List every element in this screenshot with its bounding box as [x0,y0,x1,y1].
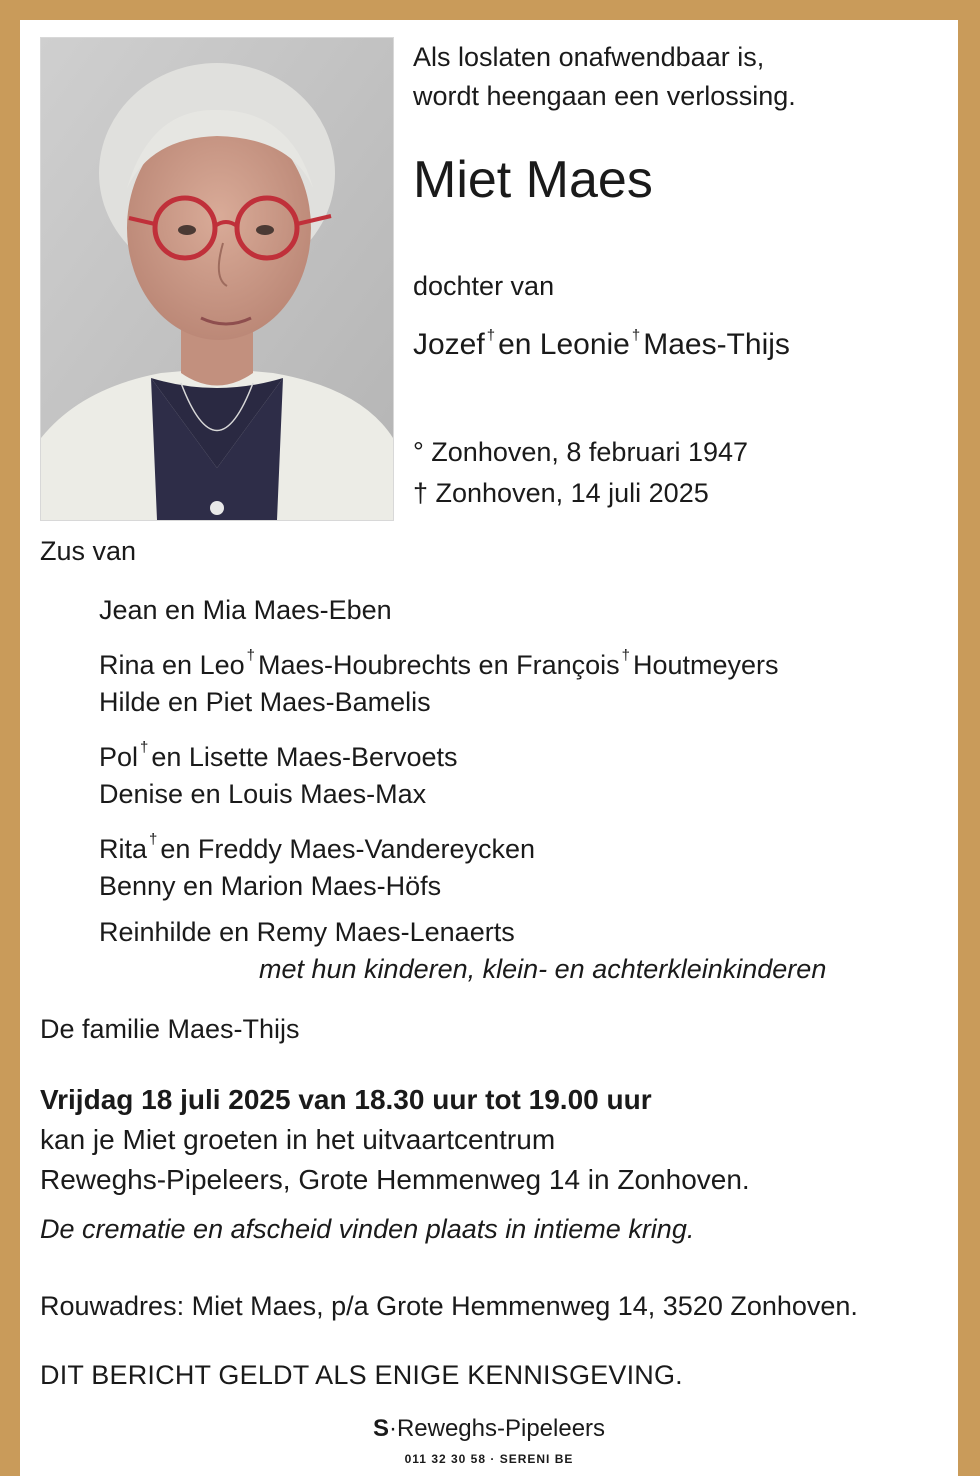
mother-name: en Leonie [498,328,630,361]
visitation-line-2: Reweghs-Pipeleers, Grote Hemmenweg 14 in Zonhoven. [40,1164,750,1195]
sibling-line: Benny en Marion Maes-Höfs [99,871,442,901]
mourning-address: Rouwadres: Miet Maes, p/a Grote Hemmenweg 14, 3520 Zonhoven. [40,1291,858,1321]
obituary-card [20,20,958,1476]
parents-names [413,327,790,362]
siblings-list [99,592,779,960]
parents-surname: Maes-Thijs [643,328,790,361]
deceased-name: Miet Maes [413,151,653,209]
cross-mark: † [486,327,496,344]
visitation-line-1: kan je Miet groeten in het uitvaartcentrum [40,1124,556,1155]
opening-quote [413,38,796,116]
cross-mark: † [621,647,630,664]
portrait-photo [41,38,393,520]
sibling-line: Reinhilde en Remy Maes-Lenaerts [99,917,515,947]
quote-line-1: Als loslaten onafwendbaar is, [413,42,765,72]
life-dates [413,432,748,514]
visitation-headline: Vrijdag 18 juli 2025 van 18.30 uur tot 19.00 uur [40,1084,652,1115]
grandchildren-line: met hun kinderen, klein- en achterkleinkinderen [259,954,827,984]
cross-mark: † [140,739,149,756]
daughter-of-label: dochter van [413,271,555,301]
sibling-line: Hilde en Piet Maes-Bamelis [99,687,431,717]
birth-date: ° Zonhoven, 8 februari 1947 [413,437,749,467]
sibling-line: Rina en Leo † Maes-Houbrechts en François † Houtmeyers [99,647,779,680]
family-signature: De familie Maes-Thijs [40,1014,300,1044]
sibling-line: Rita † en Freddy Maes-Vandereycken [99,831,536,864]
sibling-line: Denise en Louis Maes-Max [99,779,427,809]
cremation-note: De crematie en afscheid vinden plaats in intieme kring. [40,1214,695,1244]
sibling-line: Pol † en Lisette Maes-Bervoets [99,739,458,772]
cross-mark: † [149,831,158,848]
death-date: † Zonhoven, 14 juli 2025 [413,478,709,508]
father-name: Jozef [413,328,485,361]
visitation-info [40,1080,750,1200]
cross-mark: † [631,327,641,344]
funeral-home-contact: 011 32 30 58 · SERENI BE [404,1452,574,1466]
logo-mark: S [372,1415,389,1442]
notice-statement: DIT BERICHT GELDT ALS ENIGE KENNISGEVING. [40,1360,683,1390]
sibling-line: Jean en Mia Maes-Eben [99,595,392,625]
cross-mark: † [246,647,255,664]
sister-of-label: Zus van [40,536,137,566]
quote-line-2: wordt heengaan een verlossing. [413,81,796,111]
funeral-home-logo [20,1415,958,1443]
funeral-home-name: ·Reweghs-Pipeleers [388,1415,606,1442]
